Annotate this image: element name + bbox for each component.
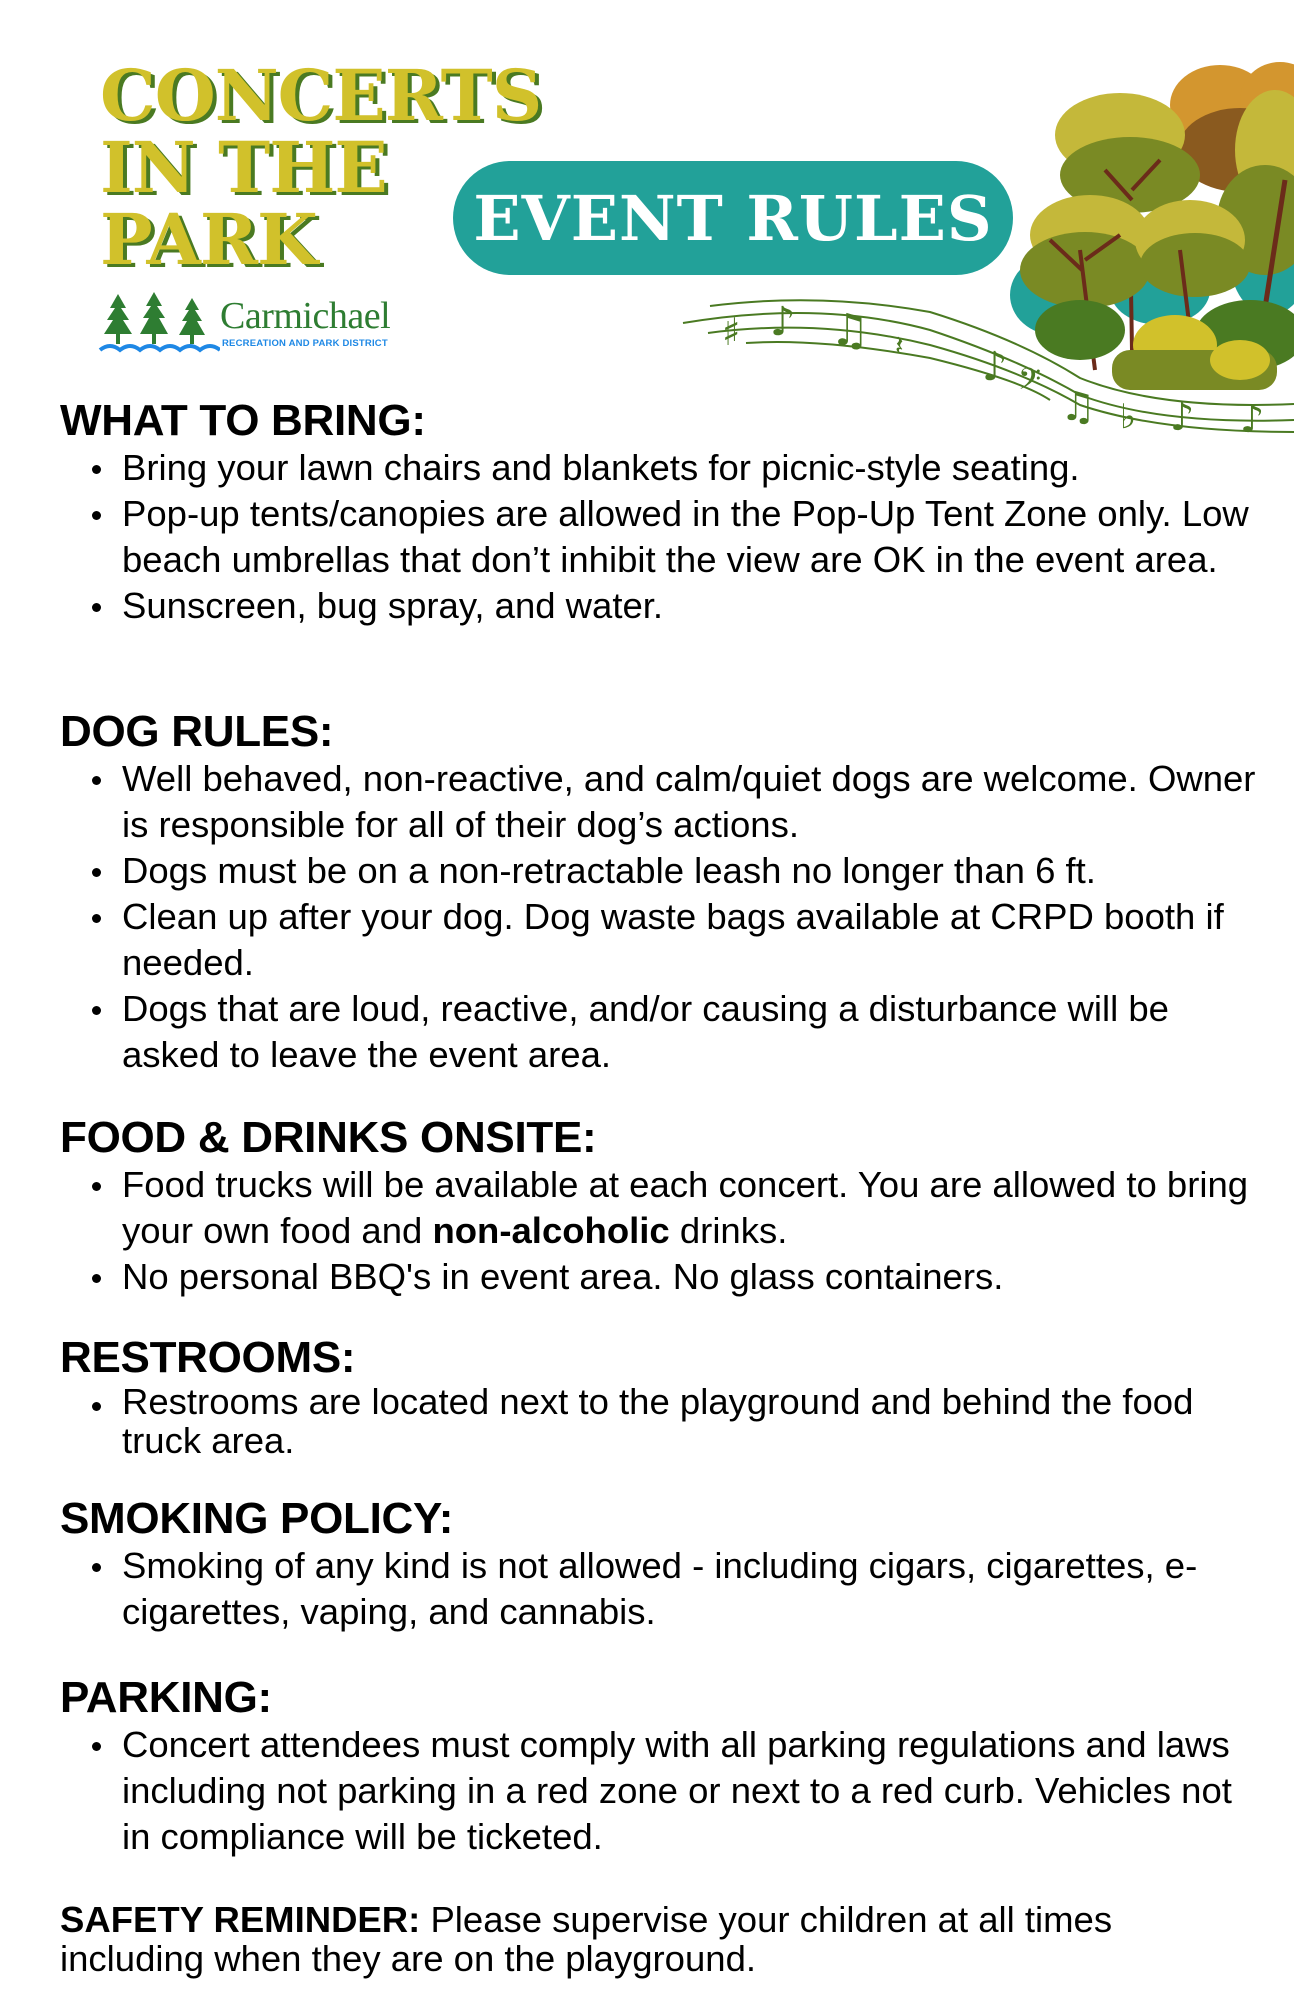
svg-text:♯: ♯	[722, 310, 741, 354]
title-line-3: PARK	[100, 198, 317, 281]
svg-text:𝄽: 𝄽	[895, 329, 904, 362]
svg-text:♭: ♭	[1120, 397, 1137, 437]
list-item	[60, 1382, 1260, 1460]
list-item	[60, 1722, 1260, 1860]
section-restrooms	[60, 1334, 1260, 1460]
list-item-text: Well behaved, non-reactive, and calm/quiet dogs are welcome. Owner is responsible for all of their dog’s actions.	[122, 758, 1256, 845]
list-item	[60, 491, 1260, 583]
svg-text:𝄢: 𝄢	[1018, 363, 1042, 404]
event-rules-badge-label: EVENT RULES	[473, 181, 993, 255]
title-line-1: CONCERTS	[100, 54, 542, 137]
list-item-text: Dogs that are loud, reactive, and/or causing a disturbance will be asked to leave the event area.	[122, 988, 1169, 1075]
section-heading: DOG RULES:	[60, 707, 334, 756]
list-item	[60, 445, 1260, 491]
emphasis-text: non-alcoholic	[432, 1210, 670, 1251]
svg-text:♫: ♫	[830, 305, 870, 356]
bullet-icon	[92, 1182, 101, 1191]
section-heading: RESTROOMS:	[60, 1333, 356, 1382]
svg-text:♪: ♪	[770, 299, 796, 345]
section-what-to-bring	[60, 397, 1260, 629]
svg-text:♪: ♪	[982, 344, 1008, 390]
list-item-text: Pop-up tents/canopies are allowed in the Pop-Up Tent Zone only. Low beach umbrellas that don’t inhibit the view are OK in the event area.	[122, 493, 1249, 580]
bullet-icon	[92, 1274, 101, 1283]
section-parking	[60, 1674, 1260, 1860]
section-dog-rules	[60, 708, 1260, 1078]
list-item-text: drinks.	[669, 1210, 788, 1251]
list-item	[60, 894, 1260, 986]
three-pine-trees-over-water-icon	[98, 290, 220, 358]
bullet-icon	[92, 868, 101, 877]
svg-text:♫: ♫	[1060, 384, 1096, 430]
list-item-text: Smoking of any kind is not allowed - including cigars, cigarettes, e-cigarettes, vaping, and cannabis.	[122, 1545, 1198, 1632]
section-food-drinks	[60, 1114, 1260, 1300]
safety-reminder-text: Please supervise your children at all times including when they are on the playground.	[60, 1899, 1113, 1979]
list-item	[60, 583, 1260, 629]
bullet-icon	[92, 1402, 101, 1411]
logo-name: Carmichael	[220, 295, 391, 337]
title-line-2: IN THE	[100, 126, 387, 209]
list-item-text: Dogs must be on a non-retractable leash no longer than 6 ft.	[122, 850, 1096, 891]
list-item-text: Bring your lawn chairs and blankets for picnic-style seating.	[122, 447, 1080, 488]
safety-reminder-label: SAFETY REMINDER:	[60, 1899, 421, 1940]
svg-text:♪: ♪	[1240, 397, 1265, 441]
bullet-icon	[92, 1563, 101, 1572]
list-item	[60, 756, 1260, 848]
section-heading: PARKING:	[60, 1673, 272, 1722]
safety-reminder	[60, 1900, 1260, 1978]
carmichael-logo	[98, 290, 418, 358]
list-item	[60, 1254, 1260, 1300]
bullet-icon	[92, 776, 101, 785]
bullet-icon	[92, 465, 101, 474]
list-item	[60, 848, 1260, 894]
bullet-icon	[92, 1742, 101, 1751]
section-heading: FOOD & DRINKS ONSITE:	[60, 1113, 597, 1162]
list-item	[60, 1543, 1260, 1635]
section-heading: WHAT TO BRING:	[60, 396, 426, 445]
list-item-text: No personal BBQ's in event area. No glass containers.	[122, 1256, 1004, 1297]
bullet-icon	[92, 914, 101, 923]
list-item-text: Sunscreen, bug spray, and water.	[122, 585, 664, 626]
section-heading: SMOKING POLICY:	[60, 1494, 454, 1543]
svg-text:♪: ♪	[1170, 395, 1195, 439]
list-item-text: Concert attendees must comply with all parking regulations and laws including not parking in a red zone or next to a red curb. Vehicles not in compliance will be ticketed.	[122, 1724, 1232, 1857]
section-smoking-policy	[60, 1495, 1260, 1635]
list-item-text: Clean up after your dog. Dog waste bags available at CRPD booth if needed.	[122, 896, 1224, 983]
trees-and-music-notes-illustration	[680, 30, 1294, 450]
bullet-icon	[92, 603, 101, 612]
list-item	[60, 986, 1260, 1078]
list-item	[60, 1162, 1260, 1254]
bullet-icon	[92, 511, 101, 520]
bullet-icon	[92, 1006, 101, 1015]
logo-subtitle: RECREATION AND PARK DISTRICT	[222, 338, 388, 349]
list-item-text: Restrooms are located next to the playground and behind the food truck area.	[122, 1381, 1194, 1461]
list-item-text: Food trucks will be available at each concert. You are allowed to bring your own food and	[122, 1164, 1249, 1251]
